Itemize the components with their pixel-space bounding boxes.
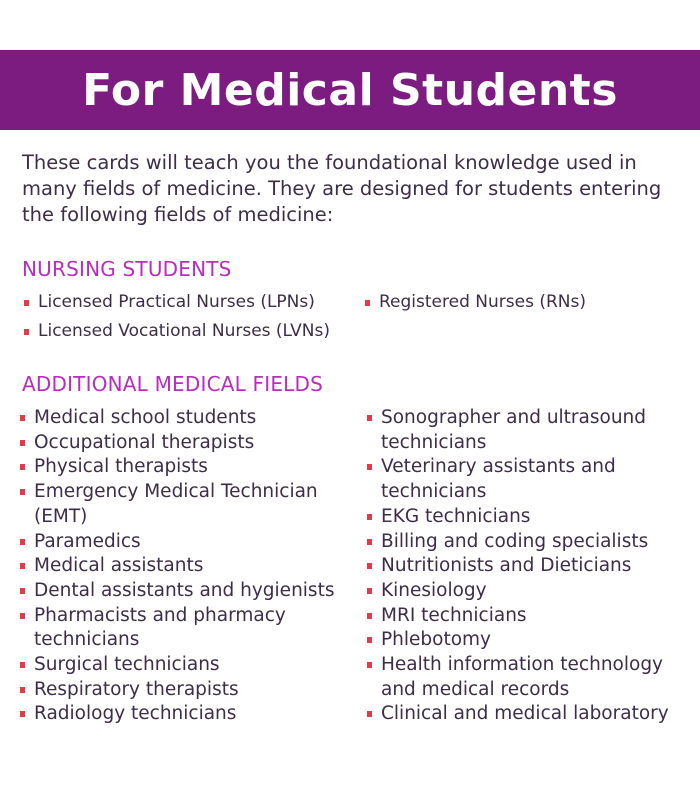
bullet-icon [20, 711, 25, 717]
list-item [365, 702, 669, 727]
bullet-icon [20, 440, 25, 446]
bullet-icon [20, 539, 25, 545]
list-item-label: Nutritionists and Dieticians [381, 555, 632, 577]
list-item-label: Emergency Medical Technician [34, 481, 318, 503]
list-item [18, 431, 334, 456]
bullet-icon [367, 711, 372, 717]
list-item [365, 579, 669, 604]
list-item-label: Radiology technicians [34, 703, 237, 725]
nursing-heading: NURSING STUDENTS [22, 257, 232, 281]
title-banner [0, 50, 700, 130]
bullet-icon [367, 563, 372, 569]
list-item-label: Dental assistants and hygienists [34, 579, 335, 601]
bullet-icon [24, 329, 29, 335]
list-item [365, 530, 669, 555]
list-item [22, 288, 330, 317]
list-item [18, 579, 334, 604]
bullet-icon [367, 539, 372, 545]
list-item-label: technicians [381, 481, 487, 503]
bullet-icon [20, 662, 25, 668]
bullet-icon [24, 300, 29, 306]
bullet-icon [20, 415, 25, 421]
list-item [18, 678, 334, 703]
list-item-label: Phlebotomy [381, 629, 492, 651]
additional-list-right [365, 406, 669, 727]
list-item [363, 288, 586, 317]
list-item-label: Respiratory therapists [34, 678, 239, 700]
list-item [22, 317, 330, 346]
bullet-icon [367, 588, 372, 594]
list-item [18, 530, 334, 555]
list-item [365, 455, 669, 504]
list-item-label: Clinical and medical laboratory [381, 703, 669, 725]
bullet-icon [20, 464, 25, 470]
list-item-label: technicians [381, 431, 487, 453]
list-item-label: Billing and coding specialists [381, 530, 649, 552]
list-item [365, 604, 669, 629]
list-item-label: Kinesiology [381, 579, 487, 601]
intro-paragraph: These cards will teach you the foundational knowledge used in many fields of medicine. They are designed for students entering the following fields of medicine: [22, 151, 662, 226]
list-item [18, 554, 334, 579]
additional-fields-heading: ADDITIONAL MEDICAL FIELDS [22, 372, 323, 396]
list-item-label: Licensed Vocational Nurses (LVNs) [38, 321, 330, 341]
list-item-label: Medical assistants [34, 555, 204, 577]
list-item-label: Veterinary assistants and [381, 456, 616, 478]
list-item-label: (EMT) [34, 505, 88, 527]
bullet-icon [20, 563, 25, 569]
nursing-list-left [22, 288, 330, 346]
nursing-list-right [363, 288, 586, 317]
bullet-icon [367, 514, 372, 520]
list-item [365, 505, 669, 530]
list-item-label: Paramedics [34, 530, 141, 552]
bullet-icon [20, 687, 25, 693]
bullet-icon [367, 637, 372, 643]
list-item-label: Surgical technicians [34, 654, 220, 676]
bullet-icon [20, 613, 25, 619]
list-item-label: Licensed Practical Nurses (LPNs) [38, 292, 315, 312]
list-item-label: Pharmacists and pharmacy [34, 604, 286, 626]
list-item-label: Physical therapists [34, 456, 208, 478]
bullet-icon [20, 489, 25, 495]
list-item [365, 406, 669, 455]
list-item [18, 604, 334, 653]
bullet-icon [367, 415, 372, 421]
list-item-label: Sonographer and ultrasound [381, 407, 647, 428]
list-item [365, 653, 669, 702]
bullet-icon [365, 300, 370, 306]
list-item [18, 480, 334, 529]
bullet-icon [367, 662, 372, 668]
additional-list-left [18, 406, 334, 727]
list-item [18, 653, 334, 678]
list-item-label: Registered Nurses (RNs) [379, 292, 586, 312]
list-item [18, 702, 334, 727]
list-item-label: Occupational therapists [34, 431, 255, 453]
list-item-label: MRI technicians [381, 604, 527, 626]
list-item-label: technicians [34, 629, 140, 651]
list-item-label: and medical records [381, 678, 570, 700]
page-title: For Medical Students [82, 64, 618, 116]
list-item [18, 406, 334, 431]
list-item [18, 455, 334, 480]
list-item [365, 628, 669, 653]
list-item-label: Health information technology [381, 654, 664, 676]
bullet-icon [367, 464, 372, 470]
bullet-icon [20, 588, 25, 594]
bullet-icon [367, 613, 372, 619]
list-item [365, 554, 669, 579]
list-item-label: EKG technicians [381, 505, 531, 527]
list-item-label: Medical school students [34, 407, 257, 428]
